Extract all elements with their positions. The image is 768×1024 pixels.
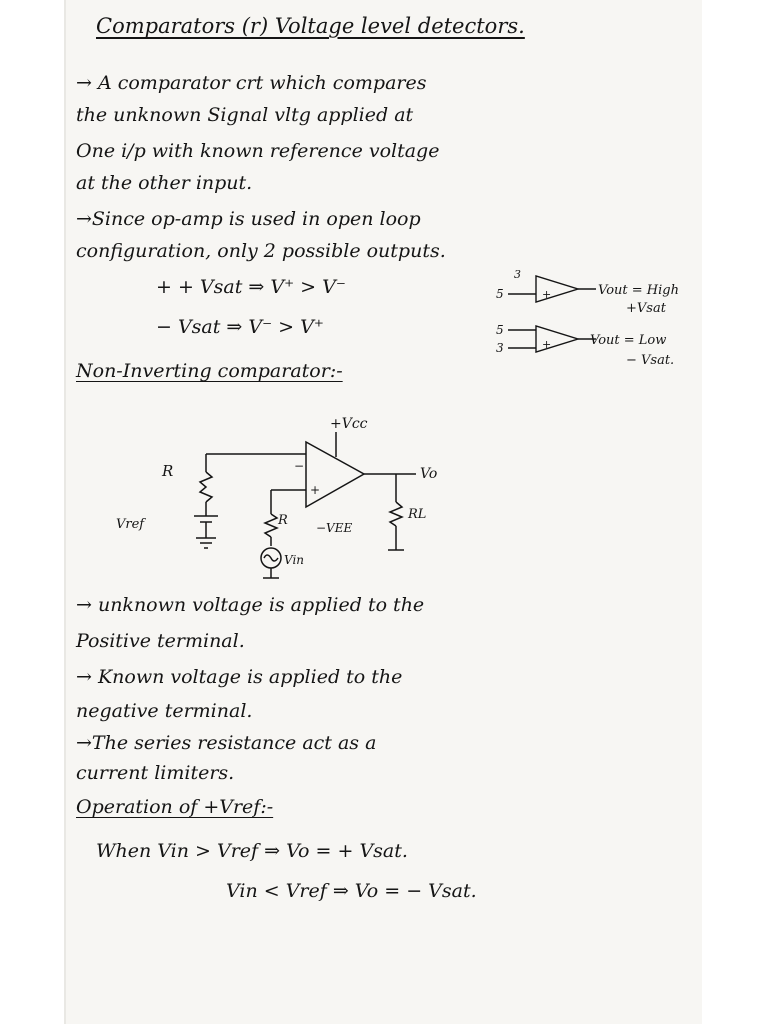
note-line: at the other input. (76, 172, 253, 194)
page-title: Comparators (r) Voltage level detectors. (96, 14, 525, 38)
out-high-label: Vout = High (598, 283, 679, 298)
note-line: negative terminal. (76, 700, 253, 722)
section-heading: Non-Inverting comparator:- (76, 360, 343, 382)
note-line: → A comparator crt which compares (76, 72, 427, 94)
resistor-r (200, 472, 212, 502)
vcc-label: +Vcc (330, 416, 368, 432)
note-line: Positive terminal. (76, 630, 245, 652)
note-line: current limiters. (76, 762, 235, 784)
condition-low: − Vsat ⇒ V⁻ > V⁺ (156, 316, 324, 338)
pin-label: 5 (496, 323, 504, 337)
vref-label: Vref (116, 517, 145, 532)
out-low-label: Vout = Low (590, 333, 667, 348)
vin-label: Vin (284, 553, 305, 567)
operation-line: Vin < Vref ⇒ Vo = − Vsat. (226, 880, 477, 902)
condition-high: + + Vsat ⇒ V⁺ > V⁻ (156, 276, 346, 298)
pin-label: 3 (496, 341, 504, 355)
minus-sign: − (294, 459, 305, 473)
plus-sign: + (310, 483, 321, 497)
note-line: One i/p with known reference voltage (76, 140, 440, 162)
plus-sign: + (542, 338, 552, 351)
section-heading: Operation of +Vref:- (76, 796, 274, 818)
out-high-sat: +Vsat (626, 301, 666, 316)
notebook-page (66, 0, 702, 1024)
r2-label: R (278, 513, 288, 528)
out-low-sat: − Vsat. (626, 353, 675, 368)
resistor-r2 (265, 514, 277, 537)
note-line: →Since op-amp is used in open loop (76, 208, 421, 230)
plus-sign: + (542, 288, 552, 301)
note-line: →The series resistance act as a (76, 732, 377, 754)
opamp-symbol (306, 442, 364, 507)
operation-line: When Vin > Vref ⇒ Vo = + Vsat. (96, 840, 408, 862)
note-line: configuration, only 2 possible outputs. (76, 240, 446, 262)
note-line: → Known voltage is applied to the (76, 666, 403, 688)
r-label: R (162, 462, 174, 480)
rl-label: RL (408, 507, 427, 522)
non-inverting-comparator-circuit (106, 412, 486, 582)
comparator-symbols (486, 268, 696, 368)
pin-label: 3 (514, 268, 521, 281)
vo-label: Vo (420, 466, 438, 482)
note-line: → unknown voltage is applied to the (76, 594, 425, 616)
vee-label: −VEE (316, 521, 353, 535)
load-resistor (390, 502, 402, 526)
note-line: the unknown Signal vltg applied at (76, 104, 414, 126)
pin-label: 5 (496, 287, 504, 301)
